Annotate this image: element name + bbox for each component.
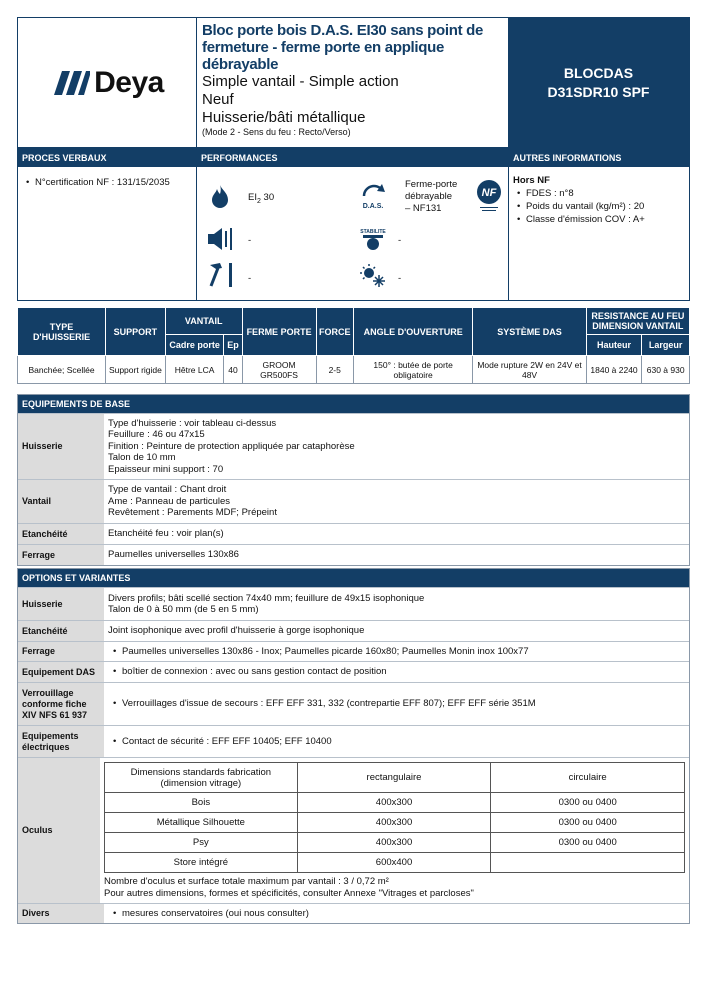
autres-list [512,187,687,226]
equipements-row-vantail [18,479,689,523]
stabilite-icon-label: STABILITE [360,229,386,235]
row-value [104,524,689,544]
options-row-etancheite [18,620,689,641]
th-angle: ANGLE D'OUVERTURE [353,308,472,356]
das-icon [358,180,388,210]
row-label: Ferrage [18,642,104,661]
cell-systeme: Mode rupture 2W en 24V et 48V [473,356,586,384]
options-row-electriques [18,725,689,757]
table-row [105,793,685,813]
ferme-porte-line-1: Ferme-porte [405,179,458,190]
value-line: Epaisseur mini support : 70 [108,463,224,475]
electriques-item: • Contact de sécurité : EFF EFF 10405; EFF 10400 [108,736,685,748]
options-row-das [18,661,689,682]
cell-largeur: 630 à 930 [642,356,690,384]
value-line: Etanchéité feu : voir plan(s) [108,528,224,540]
value-line: Talon de 0 à 50 mm (de 5 en 5 mm) [108,604,259,615]
certification-item: • N°certification NF : 131/15/2035 [21,176,193,189]
product-code-cell [508,18,689,147]
equipements-section [17,394,690,566]
options-row-huisserie [18,587,689,620]
row-label: Vantail [18,480,104,523]
ferme-porte-line-3: – NF131 [405,203,442,214]
hors-nf-title: Hors NF [513,175,550,186]
poids-item: • Poids du vantail (kg/m²) : 20 [512,200,687,213]
divers-item: • mesures conservatoires (oui nous consulter) [108,908,685,920]
proces-verbaux-heading: PROCES VERBAUX [18,149,196,167]
row-label: Huisserie [18,414,104,479]
th-ferme-porte: FERME PORTE [242,308,316,356]
huisserie-table [17,307,690,384]
product-code-line-2: D31SDR10 SPF [547,83,650,100]
oculus-cell: 400x300 [297,833,491,853]
stabilite-value: - [398,235,402,246]
stabilite-icon [358,227,388,251]
row-label: Verrouillage conforme fiche XIV NFS 61 937 [18,683,104,725]
value-line: Ame : Panneau de particules [108,495,230,507]
oculus-note-1: Nombre d'oculus et surface totale maximum par vantail : 3 / 0,72 m² [104,876,389,887]
row-value [104,480,689,523]
th-vantail: VANTAIL [165,308,242,335]
oculus-cell: Store intégré [105,853,298,873]
oculus-table [104,762,685,873]
fdes-item: • FDES : n°8 [512,187,687,200]
ferrage-item: • Paumelles universelles 130x86 - Inox; Paumelles picarde 160x80; Paumelles Monin inox 100x77 [108,646,685,658]
cell-hauteur: 1840 à 2240 [586,356,642,384]
subtitle-line-1: Simple vantail - Simple action [202,73,399,90]
row-label: Equipement DAS [18,662,104,682]
value-line: Feuillure : 46 ou 47x15 [108,429,205,441]
value-line: Paumelles universelles 130x86 [108,549,239,561]
fire-resistance-value: $EI_2$ 30 [248,192,275,205]
verrouillage-item: • Verrouillages d'issue de secours : EFF EFF 331, 332 (contrepartie EFF 807); EFF EFF série 351M [108,698,685,710]
oculus-cell: Bois [105,793,298,813]
options-section [17,568,690,924]
title-line-2: fermeture - ferme porte en applique [202,39,445,56]
title-line-3: débrayable [202,56,279,73]
ferme-porte-line-2: débrayable [405,191,453,202]
row-label: Huisserie [18,588,104,620]
equipements-row-ferrage [18,544,689,565]
options-row-ferrage [18,641,689,661]
effraction-icon [208,262,234,288]
oculus-cell: 400x300 [297,813,491,833]
row-label: Oculus [18,758,100,903]
cell-type-huisserie: Banchée; Scellée [18,356,106,384]
subtitle-line-3: Huisserie/bâti métallique [202,109,366,126]
th-largeur: Largeur [642,335,690,356]
oculus-header-cell: circulaire [491,763,685,793]
row-value [104,662,689,682]
table-row [18,356,690,384]
das-icon-label: D.A.S. [362,203,384,210]
row-label: Ferrage [18,545,104,565]
oculus-header-row [105,763,685,793]
row-label: Etanchéité [18,524,104,544]
cell-ferme-porte: GROOM GR500FS [242,356,316,384]
header [17,17,690,148]
row-value [104,414,689,479]
options-heading: OPTIONS ET VARIANTES [18,569,689,587]
cell-support: Support rigide [106,356,166,384]
subtitle-line-2: Neuf [202,91,234,108]
th-force: FORCE [316,308,353,356]
acoustic-value: - [248,235,252,246]
table-row [105,833,685,853]
row-label: Divers [18,904,104,923]
value-line: Type d'huisserie : voir tableau ci-dessus [108,417,277,429]
row-value: Joint isophonique avec profil d'huisserie à gorge isophonique [108,625,365,637]
value-line: Type de vantail : Chant droit [108,484,227,496]
row-value [104,545,689,565]
value-line: Divers profils; bâti scellé section 74x40 mm; feuillure de 49x15 isophonique [108,592,425,604]
cov-item: • Classe d'émission COV : A+ [512,213,687,226]
logo-cell [18,18,196,147]
row-value [104,683,689,725]
nf-icon-label: NF [481,187,497,199]
effraction-value: - [248,273,252,284]
value-line: Finition : Peinture de protection appliquée par cataphorèse [108,440,355,452]
mode-note: (Mode 2 - Sens du feu : Recto/Verso) [202,127,351,137]
title-cell [196,18,508,147]
climat-icon [360,264,386,290]
oculus-cell: Psy [105,833,298,853]
th-support: SUPPORT [106,308,166,356]
th-cadre-porte: Cadre porte [165,335,224,356]
oculus-cell: 0300 ou 0400 [491,793,685,813]
title-line-1: Bloc porte bois D.A.S. EI30 sans point de [202,22,484,39]
acoustic-icon [208,227,234,251]
equipements-row-etancheite [18,523,689,544]
row-value [104,726,689,757]
table-row [105,813,685,833]
brand-name: Deya [94,65,164,99]
cell-angle: 150° : butée de porte obligatoire [353,356,472,384]
row-value [104,588,689,620]
value-line: Talon de 10 mm [108,452,176,464]
th-systeme: SYSTÈME DAS [473,308,586,356]
equipements-heading: EQUIPEMENTS DE BASE [18,395,689,413]
equipements-row-huisserie [18,413,689,479]
th-type-huisserie: TYPE D'HUISSERIE [18,308,106,356]
oculus-cell: 600x400 [297,853,491,873]
row-value [104,904,689,923]
table-row [105,853,685,873]
proces-verbaux-list [21,176,193,189]
nf-mark-icon [474,179,504,213]
oculus-cell: Métallique Silhouette [105,813,298,833]
row-value [100,758,689,903]
th-hauteur: Hauteur [586,335,642,356]
oculus-cell: 0300 ou 0400 [491,813,685,833]
climat-value: - [398,273,402,284]
column-divider [508,149,509,300]
options-row-divers [18,903,689,923]
cell-ep: 40 [224,356,242,384]
row-label: Etanchéité [18,621,104,641]
info-section [17,148,690,301]
options-row-oculus [18,757,689,903]
oculus-header-cell: Dimensions standards fabrication (dimension vitrage) [105,763,298,793]
oculus-cell: 400x300 [297,793,491,813]
deya-logo-icon [50,71,90,95]
das-item: • boîtier de connexion : avec ou sans gestion contact de position [108,666,685,678]
product-code-line-1: BLOCDAS [563,64,634,81]
cell-cadre-porte: Hêtre LCA [165,356,224,384]
column-divider [196,149,197,300]
th-resistance: RESISTANCE AU FEU DIMENSION VANTAIL [586,308,689,335]
row-label: Equipements électriques [18,726,104,757]
oculus-cell: 0300 ou 0400 [491,833,685,853]
autres-informations-heading: AUTRES INFORMATIONS [509,149,689,167]
performances-heading: PERFORMANCES [197,149,508,167]
value-line: Revêtement : Parements MDF; Prépeint [108,507,277,519]
oculus-cell [491,853,685,873]
cell-force: 2-5 [316,356,353,384]
th-ep: Ep [224,335,242,356]
row-value [104,642,689,661]
options-row-verrouillage [18,682,689,725]
oculus-header-cell: rectangulaire [297,763,491,793]
ferme-porte-text [405,179,457,215]
oculus-note-2: Pour autres dimensions, formes et spécificités, consulter Annexe "Vitrages et parcloses" [104,887,474,899]
fire-icon [208,184,232,210]
